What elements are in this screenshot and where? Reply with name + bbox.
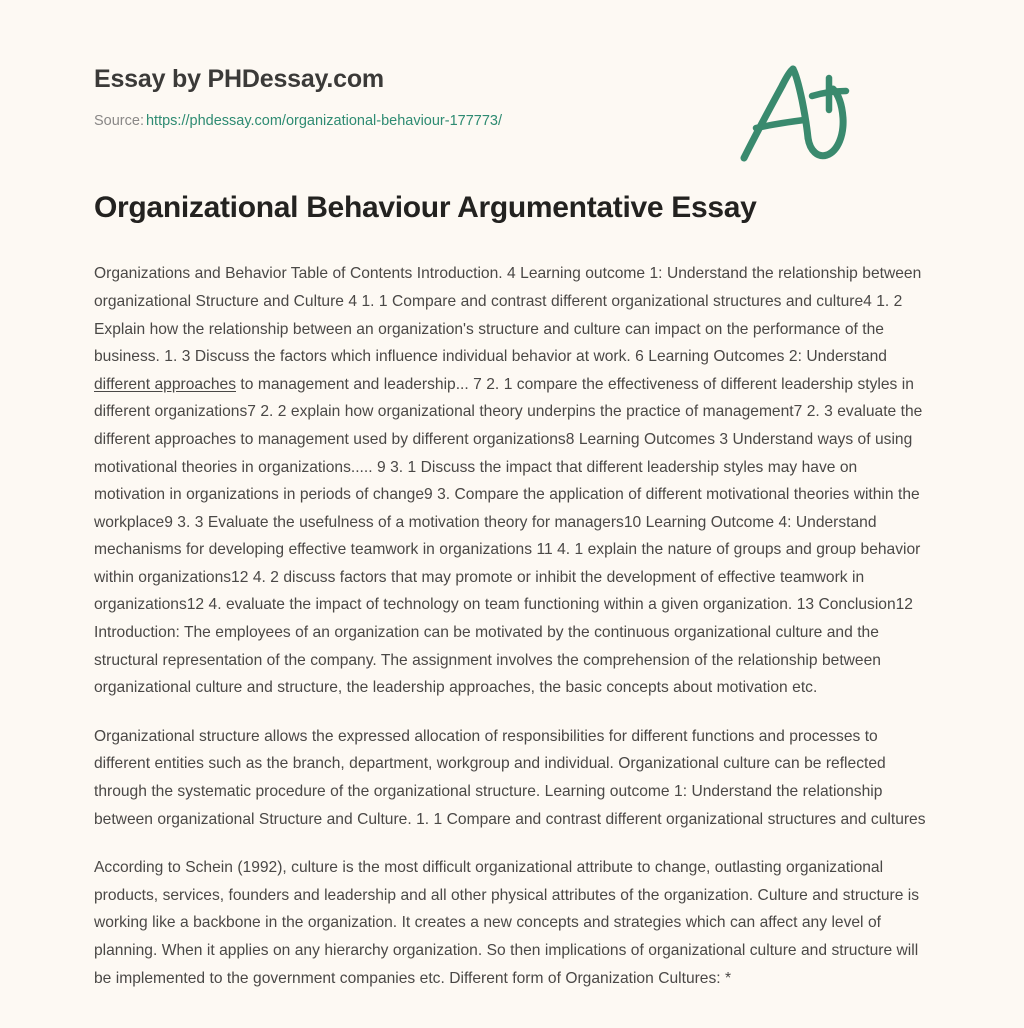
different-approaches-link[interactable]: different approaches [94, 375, 236, 393]
paragraph-2: Organizational structure allows the expressed allocation of responsibilities for different functions and processes to different entities such as the branch, department, workgroup and individual. Organizational culture can be reflected through the systematic procedure of the organizational structure. Learning outcome 1: Understand the relationship between organizational Structure and Culture. 1. 1 Compare and contrast different organizational structures and cultures [94, 727, 926, 828]
source-label: Source: [94, 113, 144, 129]
paragraph-1-text-after-link: to management and leadership... 7 2. 1 compare the effectiveness of different leadership styles in different organizations7 2. 2 explain how organizational theory underpins the practice of management7 2. 3 evaluate the different approaches to management used by different organizations8 Learning Outcomes 3 Understand ways of using motivational theories in organizations..... 9 3. 1 Discuss the impact that different leadership styles may have on motivation in organizations in periods of change9 3. Compare the application of different motivational theories within the workplace9 3. 3 Evaluate the usefulness of a motivation theory for managers10 Learning Outcome 4: Understand mechanisms for developing effective teamwork in organizations 11 4. 1 explain the nature of groups and group behavior within organizations12 4. 2 discuss factors that may promote or inhibit the development of effective teamwork in organizations12 4. evaluate the impact of technology on team functioning within a given organization. 13 Conclusion12 Introduction: The employees of an organization can be motivated by the continuous organizational culture and the structural representation of the company. The assignment involves the comprehension of the relationship between organizational culture and structure, the leadership approaches, the basic concepts about motivation etc. [94, 375, 923, 697]
paragraph-1 [94, 260, 932, 702]
article [94, 189, 930, 992]
article-body [94, 260, 932, 992]
page-header [94, 0, 930, 131]
a-plus-logo-icon [730, 50, 860, 170]
source-url-link[interactable]: https://phdessay.com/organizational-behaviour-177773/ [145, 113, 502, 129]
paragraph-3: According to Schein (1992), culture is the most difficult organizational attribute to change, outlasting organizational products, services, founders and leadership and all other physical attributes of the organization. Culture and structure is working like a backbone in the organization. It creates a new concepts and strategies which can affect any level of planning. When it applies on any hierarchy organization. So then implications of organizational culture and structure will be implemented to the government companies etc. Different form of Organization Cultures: * [94, 859, 920, 987]
brand-title: Essay by PHDessay.com [94, 65, 384, 93]
a-plus-logo [730, 50, 860, 170]
paragraph-1-text-before-link: Organizations and Behavior Table of Contents Introduction. 4 Learning outcome 1: Understand the relationship between organizational Structure and Culture 4 1. 1 Compare and contrast different organizational structures and culture4 1. 2 Explain how the relationship between an organization's structure and culture can impact on the performance of the business. 1. 3 Discuss the factors which influence individual behavior at work. 6 Learning Outcomes 2: Understand [94, 265, 922, 366]
page-title: Organizational Behaviour Argumentative Essay [94, 190, 757, 224]
